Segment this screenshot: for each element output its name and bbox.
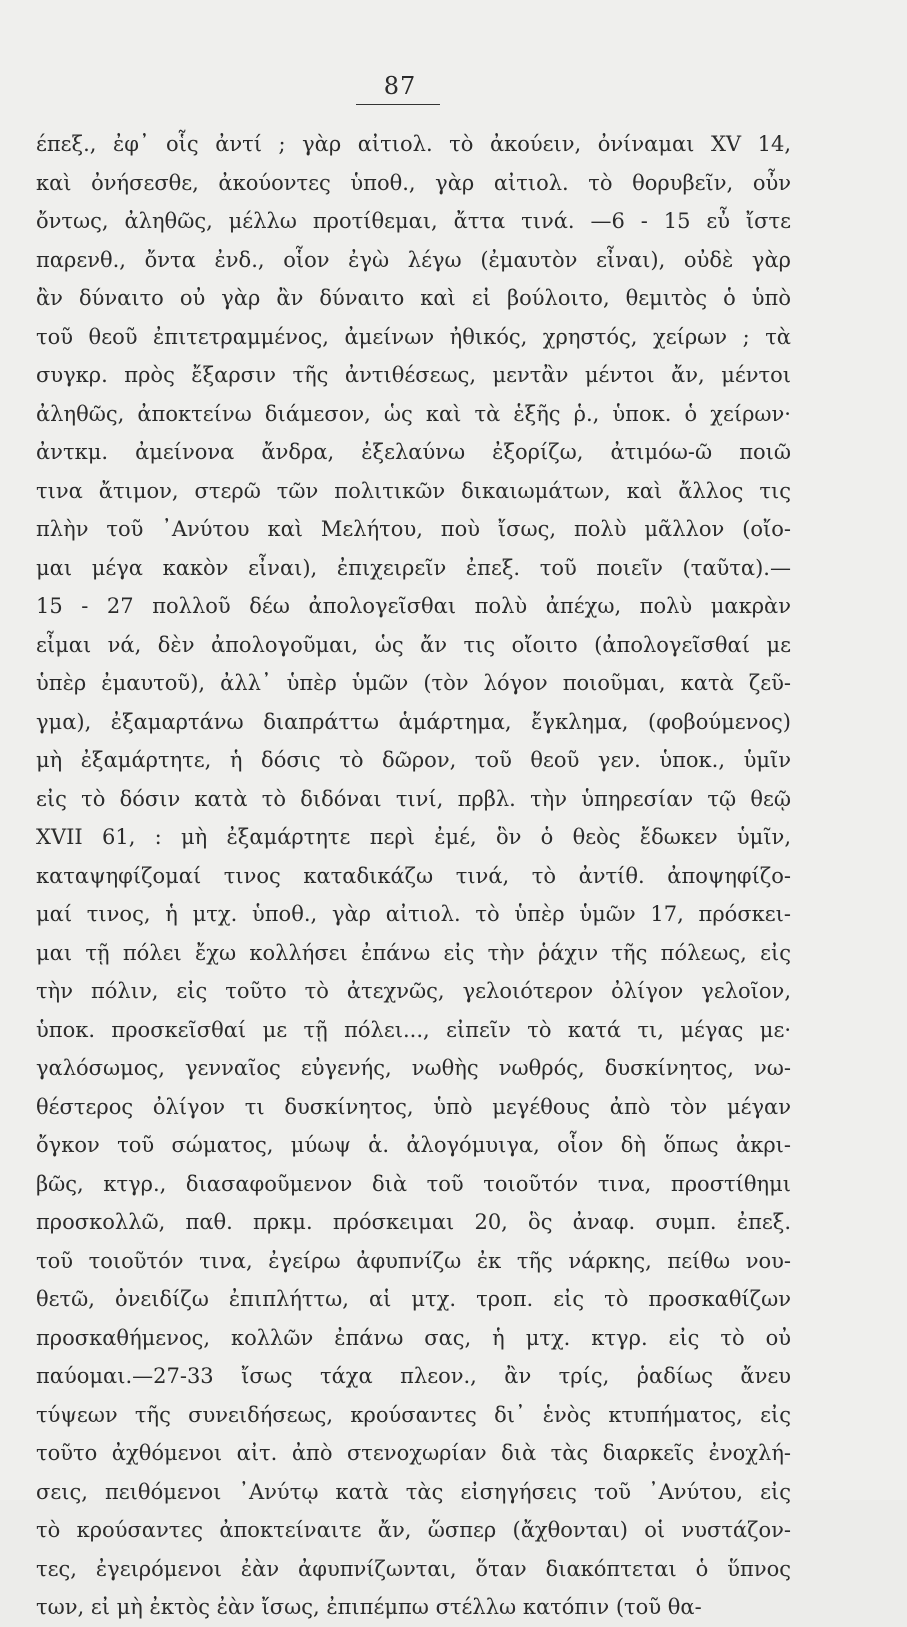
text-line: εἰς τὸ δόσιν κατὰ τὸ διδόναι τινί, πρβλ. τὴν ὑπηρεσίαν τῷ θεῷ [36, 786, 791, 811]
text-line: προσκαθήμενος, κολλῶν ἐπάνω σας, ἡ μτχ. κτγρ. εἰς τὸ οὐ [36, 1325, 791, 1350]
text-line: θετῶ, ὀνειδίζω ἐπιπλήττω, αἱ μτχ. τροπ. εἰς τὸ προσκαθίζων [36, 1287, 791, 1311]
page-number-rule [356, 104, 440, 105]
text-line: μὴ ἐξαμάρτητε, ἡ δόσις τὸ δῶρον, τοῦ θεοῦ γεν. ὑποκ., ὑμῖν [36, 748, 791, 772]
text-line: ὑπὲρ ἐμαυτοῦ), ἀλλ᾽ ὑπὲρ ὑμῶν (τὸν λόγον ποιοῦμαι, κατὰ ζεῦ- [36, 671, 791, 695]
text-line: τινα ἄτιμον, στερῶ τῶν πολιτικῶν δικαιωμάτων, καὶ ἄλλος τις [36, 478, 791, 503]
text-line: μαί τινος, ἡ μτχ. ὑποθ., γὰρ αἰτιολ. τὸ ὑπὲρ ὑμῶν 17, πρόσκει- [36, 902, 791, 926]
text-line: ὄγκον τοῦ σώματος, μύωψ ἁ. ἀλογόμυιγα, οἷον δὴ ὅπως ἀκρι- [36, 1133, 791, 1157]
text-line: ἂν δύναιτο οὐ γὰρ ἂν δύναιτο καὶ εἰ βούλοιτο, θεμιτὸς ὁ ὑπὸ [36, 286, 791, 310]
text-line: τοῦτο ἀχθόμενοι αἰτ. ἀπὸ στενοχωρίαν διὰ τὰς διαρκεῖς ἐνοχλή- [36, 1441, 791, 1465]
text-line: μαι μέγα κακὸν εἶναι), ἐπιχειρεῖν ἐπεξ. τοῦ ποιεῖν (ταῦτα).— [36, 555, 791, 580]
text-line: συγκρ. πρὸς ἔξαρσιν τῆς ἀντιθέσεως, μεντἂν μέντοι ἄν, μέντοι [36, 363, 791, 387]
page-number: 87 [383, 72, 417, 100]
text-line: γαλόσωμος, γενναῖος εὐγενής, νωθὴς νωθρός, δυσκίνητος, νω- [36, 1056, 791, 1080]
text-line: παρενθ., ὄντα ἐνδ., οἷον ἐγὼ λέγω (ἐμαυτὸν εἶναι), οὐδὲ γὰρ [36, 247, 791, 272]
text-line: ἀληθῶς, ἀποκτείνω διάμεσον, ὡς καὶ τὰ ἑξῆς ῥ., ὑποκ. ὁ χείρων· [36, 401, 791, 426]
text-line: τοῦ τοιοῦτόν τινα, ἐγείρω ἀφυπνίζω ἐκ τῆς νάρκης, πείθω νου- [36, 1248, 791, 1273]
text-line: τύψεων τῆς συνειδήσεως, κρούσαντες δι᾽ ἑνὸς κτυπήματος, εἰς [36, 1402, 791, 1427]
commentary-text [36, 125, 791, 1627]
text-line: τες, ἐγειρόμενοι ἐὰν ἀφυπνίζωνται, ὅταν διακόπτεται ὁ ὕπνος [36, 1556, 791, 1581]
text-line: τὸ κρούσαντες ἀποκτείναιτε ἄν, ὥσπερ (ἄχθονται) οἱ νυστάζον- [36, 1518, 791, 1542]
text-line: σεις, πειθόμενοι ᾽Ανύτῳ κατὰ τὰς εἰσηγήσεις τοῦ ᾽Ανύτου, εἰς [36, 1479, 791, 1504]
text-line: 15 - 27 πολλοῦ δέω ἀπολογεῖσθαι πολὺ ἀπέχω, πολὺ μακρὰν [36, 594, 791, 618]
text-line: καταψηφίζομαί τινος καταδικάζω τινά, τὸ ἀντίθ. ἀποψηφίζο- [36, 863, 791, 888]
text-line: έπεξ., ἐφ᾽ οἷς ἀντί ; γὰρ αἰτιολ. τὸ ἀκούειν, ὀνίναμαι XV 14, [36, 132, 791, 156]
text-line: ἀντκμ. ἀμείνονα ἄνδρα, ἐξελαύνω ἐξορίζω, ἀτιμόω-ῶ ποιῶ [36, 440, 791, 464]
text-line: ὑποκ. προσκεῖσθαί με τῇ πόλει..., εἰπεῖν τὸ κατά τι, μέγας με· [36, 1017, 791, 1042]
text-line: ὄντως, ἀληθῶς, μέλλω προτίθεμαι, ἄττα τινά. —6 - 15 εὖ ἴστε [36, 209, 791, 233]
text-line: προσκολλῶ, παθ. πρκμ. πρόσκειμαι 20, ὃς ἀναφ. συμπ. ἐπεξ. [36, 1210, 791, 1234]
text-line: καὶ ὀνήσεσθε, ἀκούοντες ὑποθ., γὰρ αἰτιολ. τὸ θορυβεῖν, οὖν [36, 170, 791, 195]
text-line: εἶμαι νά, δὲν ἀπολογοῦμαι, ὡς ἄν τις οἴοιτο (ἀπολογεῖσθαί με [36, 632, 791, 657]
text-line: τὴν πόλιν, εἰς τοῦτο τὸ ἀτεχνῶς, γελοιότερον ὀλίγον γελοῖον, [36, 979, 791, 1003]
text-line: μαι τῇ πόλει ἔχω κολλήσει ἐπάνω εἰς τὴν ῥάχιν τῆς πόλεως, εἰς [36, 940, 791, 965]
text-line: XVII 61, : μὴ ἐξαμάρτητε περὶ ἐμέ, ὃν ὁ θεὸς ἔδωκεν ὑμῖν, [36, 825, 791, 849]
text-line: των, εἰ μὴ ἐκτὸς ἐὰν ἴσως, ἐπιπέμπω στέλλω κατόπιν (τοῦ θα- [36, 1595, 702, 1619]
text-line: γμα), ἐξαμαρτάνω διαπράττω ἁμάρτημα, ἔγκλημα, (φοβούμενος) [36, 709, 791, 734]
text-line: πλὴν τοῦ ᾽Ανύτου καὶ Μελήτου, ποὺ ἴσως, πολὺ μᾶλλον (οἴο- [36, 517, 791, 541]
text-line: βῶς, κτγρ., διασαφοῦμενον διὰ τοῦ τοιοῦτόν τινα, προστίθημι [36, 1171, 791, 1196]
text-line: θέστερος ὀλίγον τι δυσκίνητος, ὑπὸ μεγέθους ἀπὸ τὸν μέγαν [36, 1094, 791, 1119]
text-line: τοῦ θεοῦ ἐπιτετραμμένος, ἀμείνων ἠθικός, χρηστός, χείρων ; τὰ [36, 324, 791, 349]
text-line: παύομαι.—27-33 ἴσως τάχα πλεον., ἂν τρίς, ῥαδίως ἄνευ [36, 1364, 791, 1388]
